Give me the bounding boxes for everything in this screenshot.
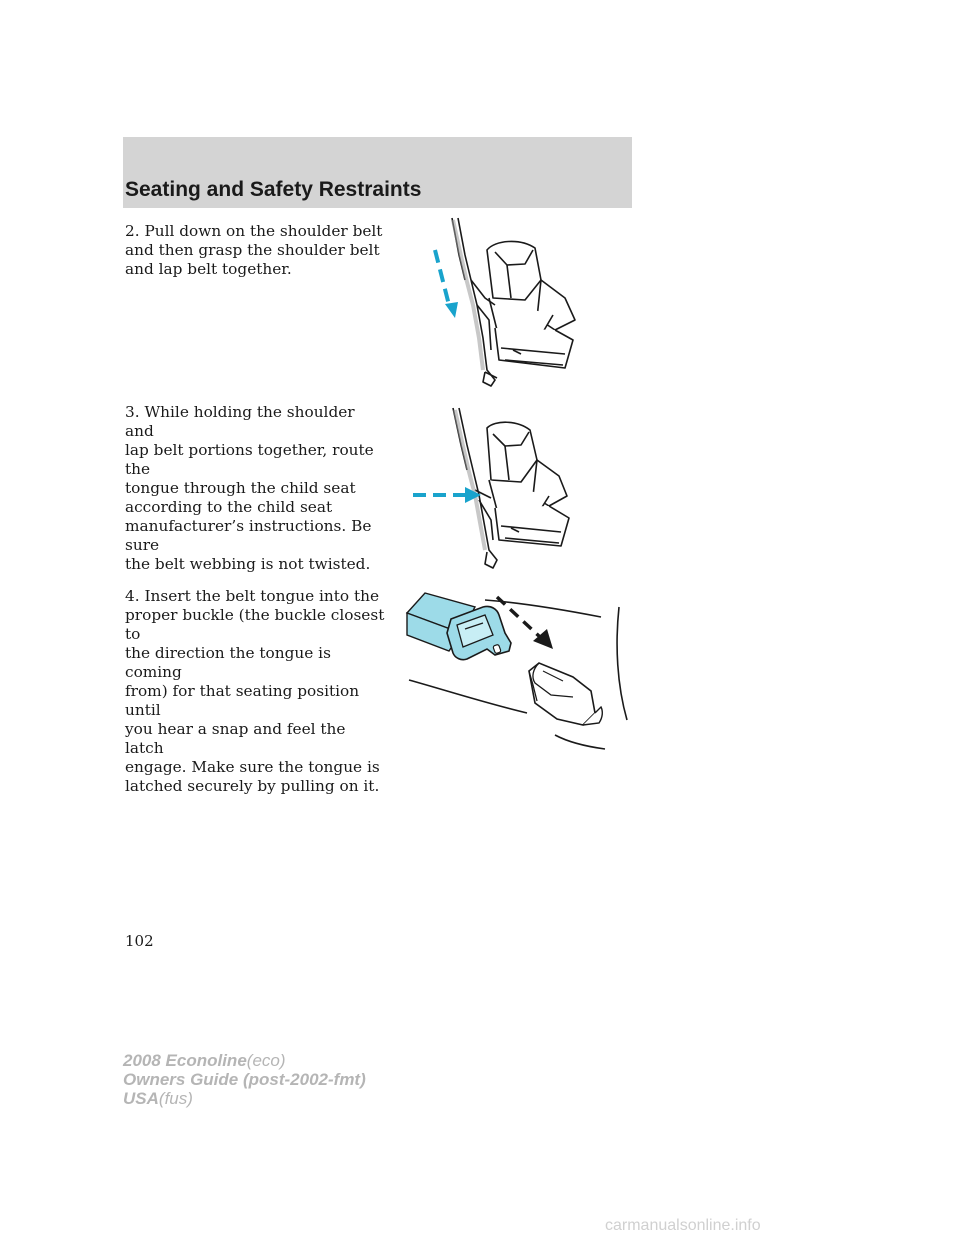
footer-model: 2008 Econoline	[123, 1051, 247, 1070]
text-line: 3. While holding the shoulder and	[125, 403, 355, 440]
section-title: Seating and Safety Restraints	[125, 178, 422, 201]
text-line: and then grasp the shoulder belt	[125, 241, 380, 259]
footer-line-2	[123, 1070, 366, 1089]
footer-market: USA	[123, 1089, 159, 1108]
text-line: latched securely by pulling on it.	[125, 777, 380, 795]
text-line: lap belt portions together, route the	[125, 441, 374, 478]
footer-market-code: (fus)	[158, 1089, 193, 1108]
step-3-text	[125, 403, 385, 574]
child-seat-belt-route-through-illustration	[405, 400, 590, 580]
watermark-link[interactable]: carmanualsonline.info	[605, 1217, 761, 1234]
text-line: engage. Make sure the tongue is	[125, 758, 380, 776]
text-line: the belt webbing is not twisted.	[125, 555, 371, 573]
footer-line-3	[123, 1089, 366, 1108]
text-line: proper buckle (the buckle closest to	[125, 606, 385, 643]
footer-model-code: (eco)	[246, 1051, 286, 1070]
text-line: you hear a snap and feel the latch	[125, 720, 346, 757]
step-2-text	[125, 222, 385, 279]
text-line: according to the child seat	[125, 498, 333, 516]
belt-tongue-into-buckle-illustration	[405, 585, 635, 750]
footer-guide-format: Owners Guide (post-2002-fmt)	[123, 1070, 366, 1089]
text-line: from) for that seating position until	[125, 682, 360, 719]
text-line: the direction the tongue is coming	[125, 644, 331, 681]
text-line: manufacturer’s instructions. Be sure	[125, 517, 372, 554]
text-line: and lap belt together.	[125, 260, 292, 278]
child-seat-shoulder-belt-pull-down-illustration	[425, 210, 590, 390]
text-line: 2. Pull down on the shoulder belt	[125, 222, 383, 240]
text-line: 4. Insert the belt tongue into the	[125, 587, 380, 605]
footer-line-1	[123, 1051, 366, 1070]
document-footer	[123, 1051, 366, 1108]
text-line: tongue through the child seat	[125, 479, 356, 497]
page-number: 102	[125, 932, 154, 950]
step-4-text	[125, 587, 385, 796]
